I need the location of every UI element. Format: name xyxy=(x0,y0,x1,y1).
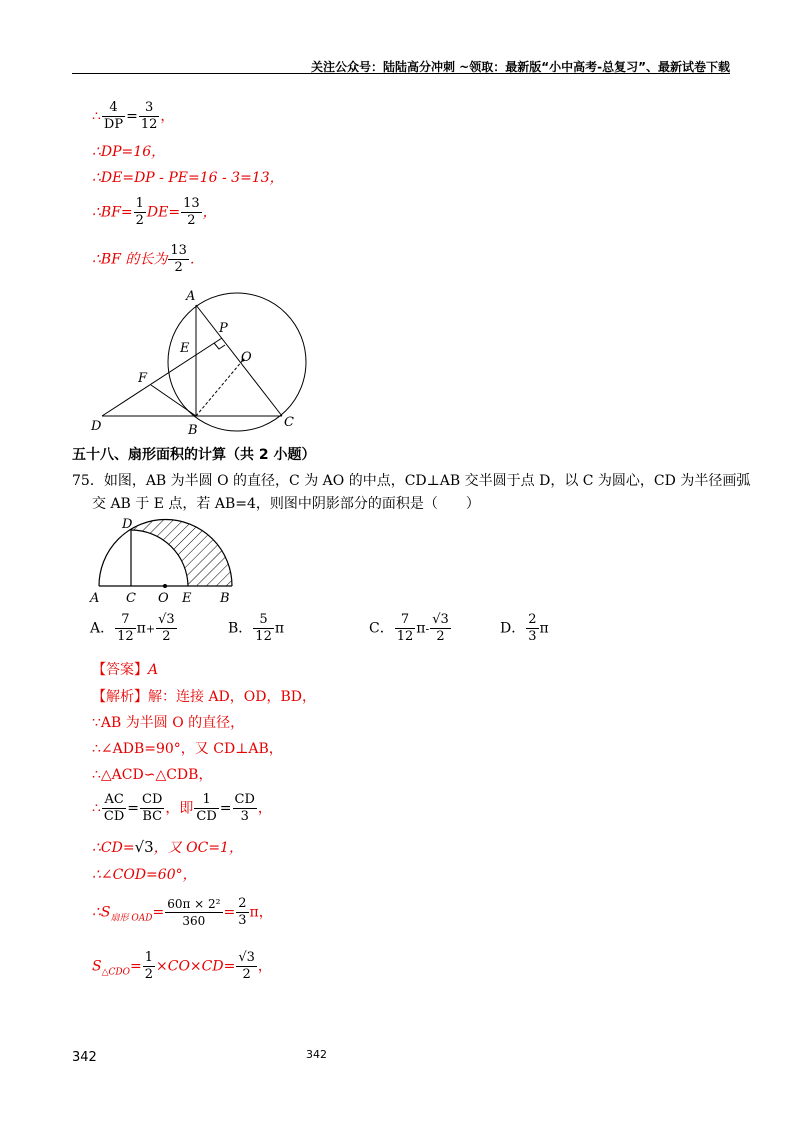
header-divider xyxy=(72,73,730,74)
page-number-center: 342 xyxy=(306,1048,327,1061)
label-a: A xyxy=(186,289,196,304)
geometry-figure-1 xyxy=(80,285,340,440)
segment-ac xyxy=(196,305,282,416)
label-b: B xyxy=(220,591,230,606)
analysis-line-8: $\therefore S_{扇形 OAD}=$ $\frac{\text{60π × 2²}}{360}$ = $\frac{2}{3}$ π， xyxy=(92,896,273,928)
shaded-region xyxy=(131,520,232,586)
analysis-line-3: ∴∠ADB=90°，又 CD⊥AB， xyxy=(92,741,283,757)
fraction: $\frac{1}{2}$ xyxy=(135,196,144,228)
sol-line-1: ∴ $\frac{4}{DP}$ = $\frac{3}{12}$ ， xyxy=(92,100,175,132)
center-point-o xyxy=(163,584,167,588)
page-header: 关注公众号：陆陆高分冲刺 ~领取：最新版“小中高考-总复习”、最新试卷下载 xyxy=(311,60,730,74)
page-number-left: 342 xyxy=(72,1050,97,1065)
label-o: O xyxy=(241,350,252,365)
segment-bo-dashed xyxy=(196,360,243,416)
label-p: P xyxy=(219,321,228,336)
fraction: $\frac{3}{12}$ xyxy=(140,100,158,132)
option-d[interactable]: D． $\frac{2}{3}$ π xyxy=(500,612,549,644)
label-c: C xyxy=(284,415,294,430)
right-angle-mark xyxy=(214,343,225,349)
sol-line-3: ∴DE=DP - PE=16 - 3=13， xyxy=(92,170,284,186)
analysis-line-7: ∴∠COD=60°， xyxy=(92,867,197,883)
analysis-line-5: ∴ $\frac{AC}{CD}$ = $\frac{CD}{BC}$ ，即 $\frac{1}{CD}$ = $\frac{CD}{3}$ ， xyxy=(92,792,272,824)
option-b[interactable]: B． $\frac{5}{12}$ π xyxy=(228,612,285,644)
label-d: D xyxy=(122,517,133,532)
answer-line: 【答案】A xyxy=(92,662,159,678)
question-75-line-1: 75．如图，AB 为半圆 O 的直径，C 为 AO 的中点，CD⊥AB 交半圆于点 D，以 C 为圆心，CD 为半径画弧 xyxy=(72,473,751,489)
fraction: $\frac{13}{2}$ xyxy=(183,196,200,228)
question-75-line-2: 交 AB 于 E 点，若 AB=4，则图中阴影部分的面积是（ ） xyxy=(92,496,480,512)
sol-line-4: ∴BF= $\frac{1}{2}$ DE= $\frac{13}{2}$ ， xyxy=(92,196,217,228)
fraction: $\frac{4}{DP}$ xyxy=(103,100,124,132)
circle-o xyxy=(168,293,306,431)
label-o: O xyxy=(158,591,169,606)
segment-dp xyxy=(102,338,222,416)
fraction: $\frac{13}{2}$ xyxy=(170,243,187,275)
analysis-line-2: ∵AB 为半圆 O 的直径， xyxy=(92,715,245,731)
label-f: F xyxy=(138,371,148,386)
option-a[interactable]: A． $\frac{7}{12}$ π+ $\frac{√3}{2}$ xyxy=(90,612,175,644)
analysis-line-6: ∴CD=√3，又 OC=1， xyxy=(92,838,243,856)
label-a: A xyxy=(90,591,100,606)
label-c: C xyxy=(126,591,136,606)
option-c[interactable]: C． $\frac{7}{12}$ π- $\frac{√3}{2}$ xyxy=(369,612,449,644)
analysis-line-4: ∴△ACD∽△CDB， xyxy=(92,767,213,783)
analysis-line-9: $S_{\triangle CDO}=$ $\frac{1}{2}$ ×CO×CD= $\frac{√3}{2}$ ， xyxy=(92,950,272,982)
sol-line-2: ∴DP=16， xyxy=(92,144,166,160)
geometry-figure-2 xyxy=(88,515,238,607)
label-d: D xyxy=(91,419,102,434)
label-e: E xyxy=(180,341,190,356)
analysis-line-1: 【解析】解：连接 AD，OD，BD， xyxy=(92,689,316,705)
label-e: E xyxy=(182,591,192,606)
label-b: B xyxy=(188,423,198,438)
sol-line-5: ∴BF 的长为 $\frac{13}{2}$ ． xyxy=(92,243,204,275)
section-heading: 五十八、扇形面积的计算（共 2 小题） xyxy=(72,447,316,463)
